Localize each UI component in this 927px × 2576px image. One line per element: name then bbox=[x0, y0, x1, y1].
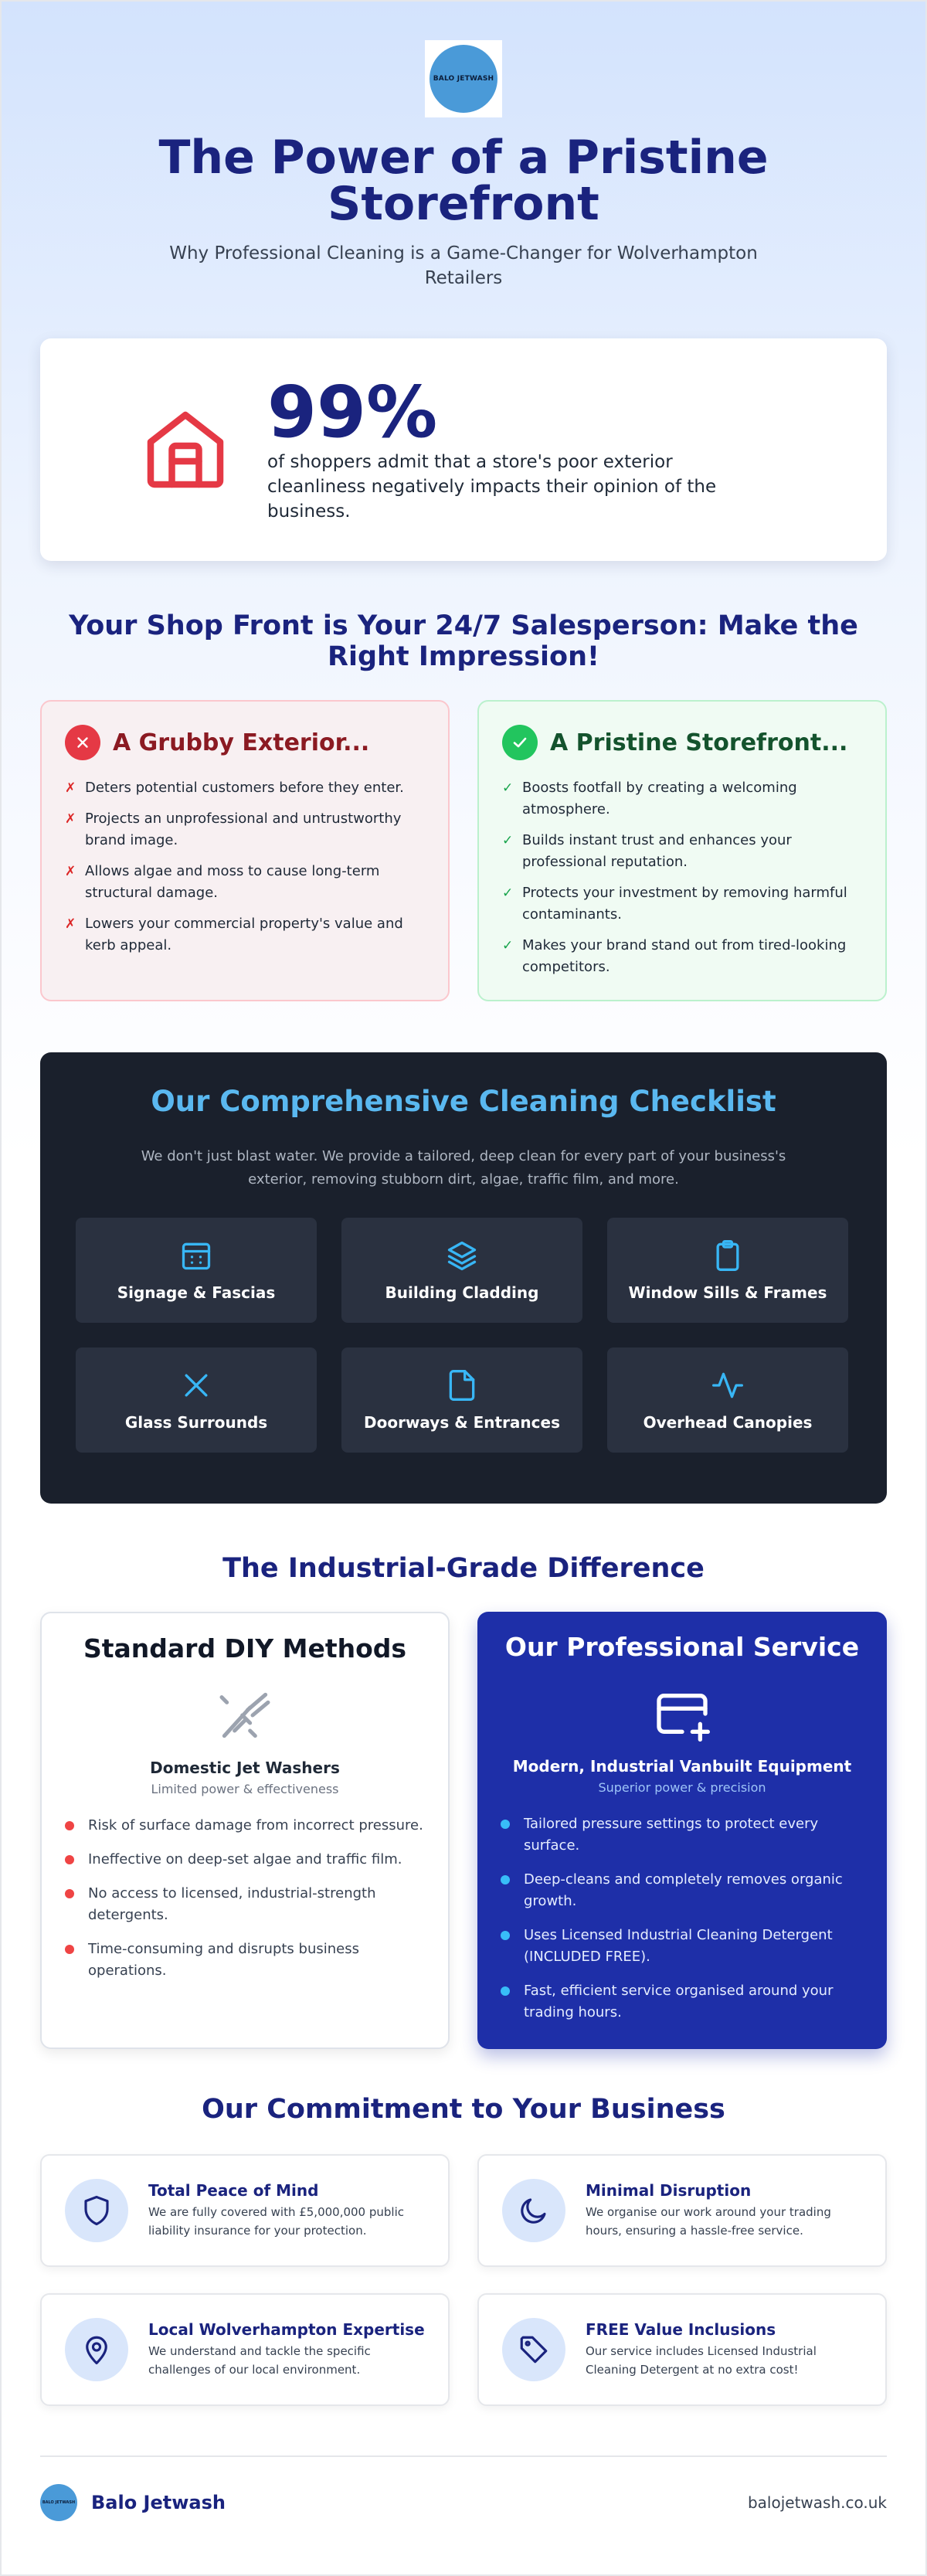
pristine-title: A Pristine Storefront... bbox=[550, 729, 848, 756]
list-item: No access to licensed, industrial-strength detergents. bbox=[65, 1883, 425, 1926]
checklist-grid bbox=[76, 1218, 851, 1453]
bullet-dot bbox=[501, 1931, 510, 1940]
list-item: Tailored pressure settings to protect every surface. bbox=[501, 1813, 864, 1857]
stat-value: 99% bbox=[267, 371, 438, 454]
diy-list bbox=[65, 1815, 425, 1982]
commitment-body bbox=[586, 2181, 862, 2240]
list-item: ✓ Makes your brand stand out from tired-looking competitors. bbox=[502, 935, 862, 978]
list-item: Risk of surface damage from incorrect pressure. bbox=[65, 1815, 425, 1837]
pro-tagline: Superior power & precision bbox=[598, 1780, 766, 1795]
footer bbox=[40, 2455, 887, 2548]
map-pin-icon bbox=[65, 2318, 128, 2381]
check-circle-icon bbox=[502, 725, 538, 760]
list-item: ✗ Lowers your commercial property's value and kerb appeal. bbox=[65, 913, 425, 957]
content bbox=[40, 40, 887, 2548]
footer-brand-name: Balo Jetwash bbox=[91, 2492, 226, 2513]
logo bbox=[425, 40, 502, 117]
activity-icon bbox=[711, 1368, 745, 1402]
cross-icon: ✗ bbox=[65, 864, 76, 879]
bullet-dot bbox=[501, 1875, 510, 1884]
checklist-item-glass bbox=[76, 1347, 317, 1453]
footer-brand bbox=[40, 2484, 226, 2521]
stat-text: of shoppers admit that a store's poor exterior cleanliness negatively impacts their opinion of the business. bbox=[267, 452, 717, 522]
checklist-item-signage bbox=[76, 1218, 317, 1323]
list-item: Uses Licensed Industrial Cleaning Detergent (INCLUDED FREE). bbox=[501, 1925, 864, 1968]
tag-icon bbox=[502, 2318, 565, 2381]
signage-icon bbox=[179, 1239, 213, 1273]
list-item: Deep-cleans and completely removes organic growth. bbox=[501, 1869, 864, 1912]
grubby-title: A Grubby Exterior... bbox=[113, 729, 370, 756]
bullet-dot bbox=[65, 1889, 74, 1898]
pro-list bbox=[501, 1813, 864, 2024]
moon-icon bbox=[502, 2179, 565, 2242]
list-item: ✓ Builds instant trust and enhances your professional reputation. bbox=[502, 830, 862, 873]
list-item: Fast, efficient service organised around your trading hours. bbox=[501, 1980, 864, 2024]
checklist-item-doorways bbox=[341, 1347, 582, 1453]
diy-subtitle: Domestic Jet Washers bbox=[150, 1759, 340, 1777]
cross-icon: ✗ bbox=[65, 780, 76, 796]
pro-subtitle: Modern, Industrial Vanbuilt Equipment bbox=[512, 1757, 852, 1776]
diy-card bbox=[40, 1612, 450, 2049]
commitment-text: We organise our work around your trading hours, ensuring a hassle-free service. bbox=[586, 2205, 831, 2238]
checklist-description: We don't just blast water. We provide a tailored, deep clean for every part of your business's exterior, removing stubborn dirt, algae, traffic film, and more. bbox=[141, 1148, 786, 1188]
close-icon bbox=[179, 1368, 213, 1402]
comparison bbox=[40, 700, 887, 1001]
pristine-card bbox=[477, 700, 887, 1001]
check-icon: ✓ bbox=[502, 885, 514, 901]
logo-badge: BALO JETWASH bbox=[430, 45, 497, 113]
commitment-text: We understand and tackle the specific challenges of our local environment. bbox=[148, 2344, 371, 2377]
tile-label: Window Sills & Frames bbox=[628, 1283, 827, 1302]
checklist-item-cladding bbox=[341, 1218, 582, 1323]
commitment-body bbox=[148, 2181, 425, 2240]
checklist-panel bbox=[40, 1052, 887, 1504]
tile-label: Building Cladding bbox=[385, 1283, 539, 1302]
check-icon: ✓ bbox=[502, 833, 514, 848]
grubby-header bbox=[65, 725, 425, 760]
bullet-dot bbox=[65, 1821, 74, 1830]
commitment-title: Our Commitment to Your Business bbox=[202, 2094, 725, 2125]
tile-label: Overhead Canopies bbox=[643, 1413, 813, 1432]
tile-label: Signage & Fascias bbox=[117, 1283, 276, 1302]
cross-icon: ✗ bbox=[65, 916, 76, 932]
storefront-icon bbox=[139, 403, 232, 496]
equipment-icon bbox=[651, 1683, 713, 1745]
grubby-list bbox=[65, 777, 425, 957]
footer-website-link[interactable]: balojetwash.co.uk bbox=[747, 2493, 887, 2512]
commitment-card-local bbox=[40, 2293, 450, 2406]
stat-body bbox=[267, 371, 746, 524]
commitment-title-text: Minimal Disruption bbox=[586, 2181, 752, 2200]
x-circle-icon bbox=[65, 725, 100, 760]
list-item: Time-consuming and disrupts business operations. bbox=[65, 1939, 425, 1982]
commitment-title-text: Local Wolverhampton Expertise bbox=[148, 2320, 425, 2339]
difference-comparison bbox=[40, 1612, 887, 2049]
pristine-header bbox=[502, 725, 862, 760]
check-icon: ✓ bbox=[502, 938, 514, 953]
page-title: The Power of a Pristine Storefront bbox=[158, 131, 769, 231]
commitment-card-peace bbox=[40, 2154, 450, 2267]
page-subtitle: Why Professional Cleaning is a Game-Changer for Wolverhampton Retailers bbox=[169, 243, 758, 288]
commitment-card-disruption bbox=[477, 2154, 887, 2267]
commitment-text: We are fully covered with £5,000,000 public liability insurance for your protection. bbox=[148, 2205, 405, 2238]
tile-label: Glass Surrounds bbox=[124, 1413, 268, 1432]
checklist-item-window-sills bbox=[607, 1218, 848, 1323]
list-item: ✗ Allows algae and moss to cause long-term structural damage. bbox=[65, 861, 425, 904]
impression-title: Your Shop Front is Your 24/7 Salesperson: Make the Right Impression! bbox=[69, 610, 858, 672]
list-item: ✗ Projects an unprofessional and untrustworthy brand image. bbox=[65, 808, 425, 851]
list-item: Ineffective on deep-set algae and traffic film. bbox=[65, 1849, 425, 1871]
commitment-card-free bbox=[477, 2293, 887, 2406]
tile-label: Doorways & Entrances bbox=[364, 1413, 560, 1432]
pro-card bbox=[477, 1612, 887, 2049]
jet-washer-icon bbox=[214, 1684, 276, 1746]
commitment-grid bbox=[40, 2154, 887, 2406]
cross-icon: ✗ bbox=[65, 811, 76, 827]
commitment-title-text: Total Peace of Mind bbox=[148, 2181, 319, 2200]
checklist-item-canopies bbox=[607, 1347, 848, 1453]
clipboard-icon bbox=[711, 1239, 745, 1273]
list-item: ✓ Protects your investment by removing harmful contaminants. bbox=[502, 882, 862, 926]
diy-title: Standard DIY Methods bbox=[83, 1633, 407, 1664]
stat-card bbox=[40, 338, 887, 561]
commitment-title-text: FREE Value Inclusions bbox=[586, 2320, 776, 2339]
pro-title: Our Professional Service bbox=[504, 1632, 860, 1662]
difference-title: The Industrial-Grade Difference bbox=[222, 1553, 705, 1584]
bullet-dot bbox=[65, 1945, 74, 1954]
bullet-dot bbox=[501, 1986, 510, 1996]
bullet-dot bbox=[501, 1820, 510, 1829]
shield-icon bbox=[65, 2179, 128, 2242]
commitment-text: Our service includes Licensed Industrial Cleaning Detergent at no extra cost! bbox=[586, 2344, 817, 2377]
list-item: ✓ Boosts footfall by creating a welcoming atmosphere. bbox=[502, 777, 862, 821]
footer-logo: BALO JETWASH bbox=[40, 2484, 77, 2521]
pristine-list bbox=[502, 777, 862, 978]
commitment-body bbox=[586, 2320, 862, 2379]
layers-icon bbox=[445, 1239, 479, 1273]
file-icon bbox=[445, 1368, 479, 1402]
diy-tagline: Limited power & effectiveness bbox=[151, 1782, 339, 1796]
grubby-card bbox=[40, 700, 450, 1001]
check-icon: ✓ bbox=[502, 780, 514, 796]
bullet-dot bbox=[65, 1855, 74, 1864]
commitment-body bbox=[148, 2320, 425, 2379]
list-item: ✗ Deters potential customers before they enter. bbox=[65, 777, 425, 799]
checklist-title: Our Comprehensive Cleaning Checklist bbox=[151, 1085, 776, 1118]
